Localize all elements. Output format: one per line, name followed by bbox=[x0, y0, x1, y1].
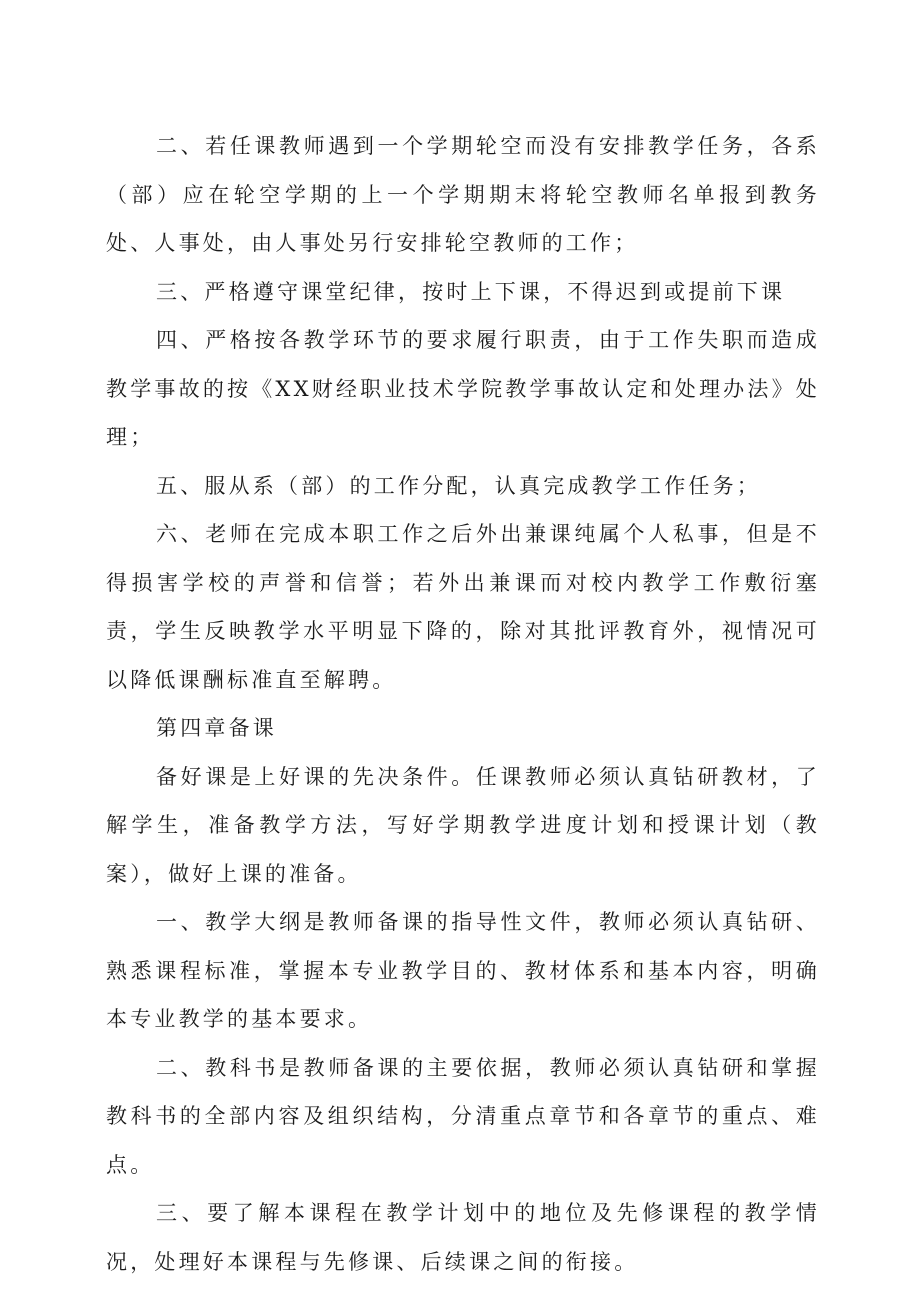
paragraph-rotation-teachers: 二、若任课教师遇到一个学期轮空而没有安排教学任务，各系（部）应在轮空学期的上一个学期期末将轮空教师名单报到教务处、人事处，由人事处另行安排轮空教师的工作； bbox=[106, 134, 820, 255]
paragraph-duties: 四、严格按各教学环节的要求履行职责，由于工作失职而造成教学事故的按《XX财经职业技术学院教学事故认定和处理办法》处理； bbox=[106, 328, 820, 449]
paragraph-work-assignment: 五、服从系（部）的工作分配，认真完成教学工作任务； bbox=[156, 473, 761, 498]
document-body bbox=[106, 122, 820, 1286]
paragraph-lesson-prep-intro: 备好课是上好课的先决条件。任课教师必须认真钻研教材，了解学生，准备教学方法，写好学期教学进度计划和授课计划（教案），做好上课的准备。 bbox=[106, 764, 820, 886]
chapter-heading: 第四章备课 bbox=[156, 716, 277, 740]
paragraph-textbook: 二、教科书是教师备课的主要依据，教师必须认真钻研和掌握教科书的全部内容及组织结构，分清重点章节和各章节的重点、难点。 bbox=[106, 1055, 820, 1177]
paragraph-outside-teaching: 六、老师在完成本职工作之后外出兼课纯属个人私事，但是不得损害学校的声誉和信誉；若外出兼课而对校内教学工作敷衍塞责，学生反映教学水平明显下降的，除对其批评教育外，视情况可以降低课酬标准直至解聘。 bbox=[106, 522, 820, 692]
paragraph-classroom-discipline: 三、严格遵守课堂纪律，按时上下课，不得迟到或提前下课 bbox=[156, 279, 786, 304]
paragraph-syllabus: 一、教学大纲是教师备课的指导性文件，教师必须认真钻研、熟悉课程标准，掌握本专业教学目的、教材体系和基本内容，明确本专业教学的基本要求。 bbox=[106, 910, 820, 1031]
paragraph-course-position: 三、要了解本课程在教学计划中的地位及先修课程的教学情况，处理好本课程与先修课、后续课之间的衔接。 bbox=[106, 1201, 820, 1274]
